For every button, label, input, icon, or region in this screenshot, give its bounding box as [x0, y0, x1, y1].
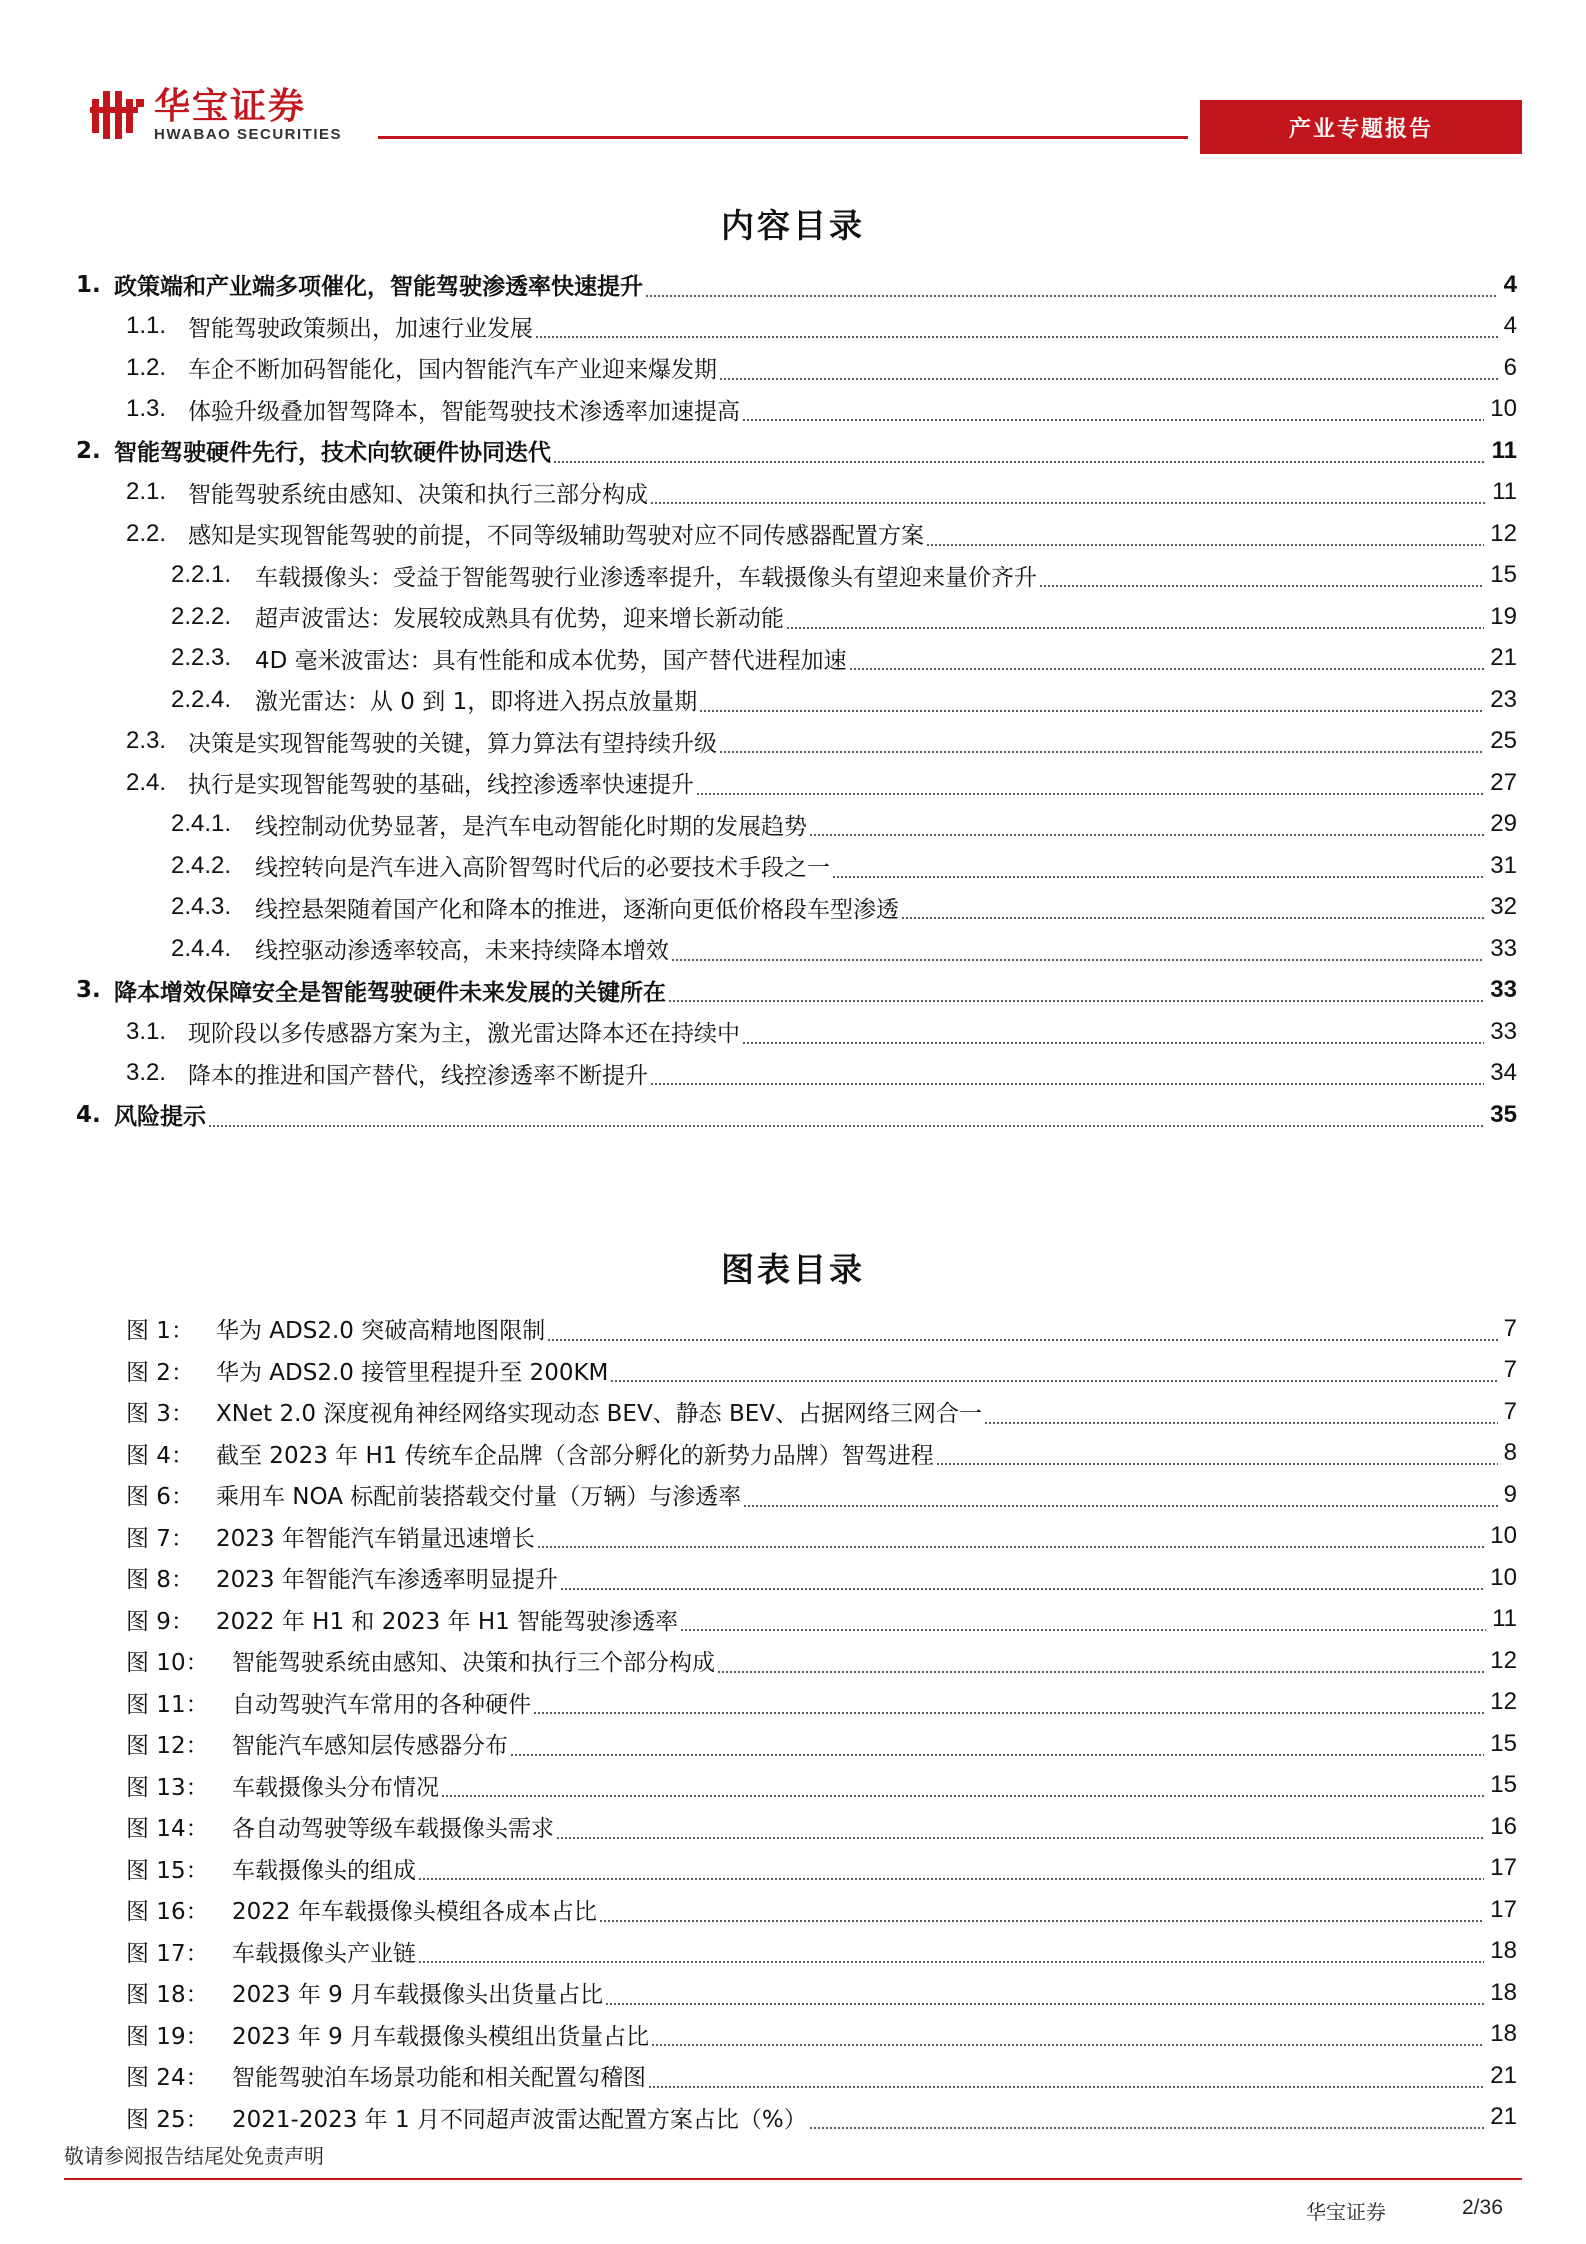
page-ref: 15: [1490, 1771, 1517, 1799]
company-logo: [88, 80, 342, 150]
figure-number: 图 12：: [126, 1733, 209, 1760]
dot-leader: [556, 1837, 1484, 1839]
figure-entry[interactable]: [76, 1474, 1517, 1516]
dot-leader: [668, 1000, 1484, 1002]
dot-leader: [742, 419, 1484, 421]
page-ref: 11: [1491, 436, 1517, 464]
section-title: 线控驱动渗透率较高，未来持续降本增效: [255, 938, 669, 965]
dot-leader: [719, 751, 1484, 753]
dot-leader: [650, 1083, 1484, 1085]
figure-caption: 2022 年车载摄像头模组各成本占比: [232, 1899, 597, 1926]
header-divider: [378, 136, 1188, 139]
section-number: 2.3.: [126, 727, 167, 755]
page-ref: 18: [1490, 1978, 1517, 2006]
dot-leader: [671, 959, 1484, 961]
dot-leader: [651, 2044, 1484, 2046]
page-ref: 10: [1490, 1522, 1517, 1550]
section-number: 1.2.: [126, 353, 167, 381]
dot-leader: [743, 1505, 1497, 1507]
dot-leader: [717, 1671, 1484, 1673]
figure-caption: 乘用车 NOA 标配前装搭载交付量（万辆）与渗透率: [216, 1484, 742, 1511]
figures-title: 图表目录: [721, 1250, 865, 1289]
toc-entry[interactable]: [76, 970, 1517, 1012]
figures-list: [76, 1308, 1517, 2138]
figure-caption: 自动驾驶汽车常用的各种硬件: [232, 1691, 531, 1718]
figure-number: 图 6：: [126, 1484, 194, 1511]
section-number: 3.2.: [126, 1059, 167, 1087]
figure-entry[interactable]: [76, 1931, 1517, 1973]
figure-number: 图 25：: [126, 2106, 209, 2133]
page-ref: 32: [1490, 893, 1517, 921]
section-number: 2.2.3.: [171, 644, 232, 672]
section-number: 3.: [76, 977, 101, 1004]
figure-number: 图 8：: [126, 1567, 194, 1594]
toc-entry[interactable]: [76, 306, 1517, 348]
toc-entry[interactable]: [76, 472, 1517, 514]
section-number: 2.4.3.: [171, 893, 232, 921]
page-ref: 33: [1490, 934, 1517, 962]
toc-entry[interactable]: [76, 513, 1517, 555]
figure-number: 图 13：: [126, 1774, 209, 1801]
section-number: 2.2.1.: [171, 561, 232, 589]
dot-leader: [510, 1754, 1484, 1756]
page-ref: 12: [1490, 519, 1517, 547]
figure-number: 图 18：: [126, 1982, 209, 2009]
figure-caption: 2021-2023 年 1 月不同超声波雷达配置方案占比（%）: [232, 2106, 807, 2133]
dot-leader: [418, 1961, 1484, 1963]
figure-entry[interactable]: [76, 1308, 1517, 1350]
dot-leader: [680, 1629, 1486, 1631]
section-title: 4D 毫米波雷达：具有性能和成本优势，国产替代进程加速: [255, 647, 847, 674]
section-number: 2.4.4.: [171, 934, 232, 962]
figure-number: 图 14：: [126, 1816, 209, 1843]
section-title: 线控制动优势显著，是汽车电动智能化时期的发展趋势: [255, 813, 807, 840]
dot-leader: [537, 1546, 1484, 1548]
page-ref: 12: [1490, 1646, 1517, 1674]
figure-number: 图 19：: [126, 2023, 209, 2050]
dot-leader: [786, 627, 1484, 629]
page-ref: 21: [1490, 2061, 1517, 2089]
dot-leader: [441, 1795, 1484, 1797]
section-title: 智能驾驶政策频出，加速行业发展: [188, 315, 533, 342]
figure-entry[interactable]: [76, 1972, 1517, 2014]
figure-entry[interactable]: [76, 1350, 1517, 1392]
dot-leader: [605, 2003, 1484, 2005]
page-ref: 18: [1490, 2020, 1517, 2048]
page-ref: 15: [1490, 1729, 1517, 1757]
page-ref: 4: [1503, 312, 1517, 340]
dot-leader: [926, 544, 1484, 546]
footer-brand: 华宝证券: [1306, 2200, 1386, 2224]
figure-number: 图 24：: [126, 2065, 209, 2092]
section-title: 智能驾驶硬件先行，技术向软硬件协同迭代: [114, 440, 551, 467]
page-ref: 8: [1503, 1439, 1517, 1467]
section-number: 2.4.2.: [171, 851, 232, 879]
toc-entry[interactable]: [76, 555, 1517, 597]
page-ref: 9: [1503, 1480, 1517, 1508]
section-title: 智能驾驶系统由感知、决策和执行三部分构成: [188, 481, 648, 508]
page-ref: 7: [1503, 1356, 1517, 1384]
dot-leader: [648, 2086, 1484, 2088]
section-title: 体验升级叠加智驾降本，智能驾驶技术渗透率加速提高: [188, 398, 740, 425]
section-number: 1.1.: [126, 312, 167, 340]
figure-entry[interactable]: [76, 1391, 1517, 1433]
dot-leader: [1039, 585, 1484, 587]
figure-caption: 车载摄像头的组成: [232, 1857, 416, 1884]
page-ref: 15: [1490, 561, 1517, 589]
figure-caption: 各自动驾驶等级车载摄像头需求: [232, 1816, 554, 1843]
section-title: 降本的推进和国产替代，线控渗透率不断提升: [188, 1062, 648, 1089]
dot-leader: [699, 710, 1484, 712]
section-title: 感知是实现智能驾驶的前提，不同等级辅助驾驶对应不同传感器配置方案: [188, 523, 924, 550]
section-title: 超声波雷达：发展较成熟具有优势，迎来增长新动能: [255, 606, 784, 633]
page-ref: 21: [1490, 2103, 1517, 2131]
figure-caption: 2023 年 9 月车载摄像头出货量占比: [232, 1982, 604, 2009]
figure-entry[interactable]: [76, 1765, 1517, 1807]
dot-leader: [560, 1588, 1484, 1590]
page-ref: 19: [1490, 602, 1517, 630]
toc-entry[interactable]: [76, 887, 1517, 929]
dot-leader: [696, 793, 1484, 795]
figure-caption: 华为 ADS2.0 接管里程提升至 200KM: [216, 1359, 609, 1386]
report-type-badge: 产业专题报告: [1200, 100, 1522, 154]
figure-entry[interactable]: [76, 1433, 1517, 1475]
section-number: 2.2.: [126, 519, 167, 547]
toc-entry[interactable]: [76, 1053, 1517, 1095]
figure-number: 图 3：: [126, 1401, 194, 1428]
figure-entry[interactable]: [76, 2014, 1517, 2056]
section-title: 决策是实现智能驾驶的关键，算力算法有望持续升级: [188, 730, 717, 757]
toc-entry[interactable]: [76, 638, 1517, 680]
toc-entry[interactable]: [76, 679, 1517, 721]
section-number: 2.2.4.: [171, 685, 232, 713]
figure-number: 图 16：: [126, 1899, 209, 1926]
dot-leader: [610, 1380, 1497, 1382]
page-ref: 17: [1490, 1854, 1517, 1882]
page-ref: 10: [1490, 1563, 1517, 1591]
figure-number: 图 10：: [126, 1650, 209, 1677]
dot-leader: [936, 1463, 1498, 1465]
page-ref: 17: [1490, 1895, 1517, 1923]
figure-number: 图 15：: [126, 1857, 209, 1884]
figure-number: 图 1：: [126, 1318, 194, 1345]
section-title: 车企不断加码智能化，国内智能汽车产业迎来爆发期: [188, 357, 717, 384]
section-title: 执行是实现智能驾驶的基础，线控渗透率快速提升: [188, 772, 694, 799]
logo-english-name: HWABAO SECURITIES: [154, 126, 343, 143]
dot-leader: [533, 1712, 1484, 1714]
dot-leader: [418, 1878, 1484, 1880]
figure-entry[interactable]: [76, 1640, 1517, 1682]
figure-caption: 车载摄像头产业链: [232, 1940, 416, 1967]
page-ref: 12: [1490, 1688, 1517, 1716]
dot-leader: [809, 2127, 1485, 2129]
section-number: 1.: [76, 271, 101, 298]
page-ref: 7: [1503, 1397, 1517, 1425]
page-ref: 35: [1490, 1100, 1517, 1128]
page-ref: 29: [1490, 810, 1517, 838]
figure-caption: 截至 2023 年 H1 传统车企品牌（含部分孵化的新势力品牌）智驾进程: [216, 1442, 934, 1469]
section-number: 2.1.: [126, 478, 167, 506]
figure-number: 图 11：: [126, 1691, 209, 1718]
hwabao-logo-icon: [88, 85, 148, 145]
page-ref: 7: [1503, 1314, 1517, 1342]
dot-leader: [547, 1339, 1497, 1341]
dot-leader: [599, 1920, 1484, 1922]
page-ref: 33: [1490, 976, 1517, 1004]
section-title: 线控悬架随着国产化和降本的推进，逐渐向更低价格段车型渗透: [255, 896, 899, 923]
toc-entry[interactable]: [76, 430, 1517, 472]
figure-entry[interactable]: [76, 1682, 1517, 1724]
page-ref: 27: [1490, 768, 1517, 796]
page-ref: 10: [1490, 395, 1517, 423]
toc-entry[interactable]: [76, 762, 1517, 804]
section-title: 线控转向是汽车进入高阶智驾时代后的必要技术手段之一: [255, 855, 830, 882]
figure-entry[interactable]: [76, 1848, 1517, 1890]
toc-entry[interactable]: [76, 347, 1517, 389]
dot-leader: [208, 1125, 1484, 1127]
toc-entry[interactable]: [76, 389, 1517, 431]
page-ref: 34: [1490, 1059, 1517, 1087]
figure-number: 图 17：: [126, 1940, 209, 1967]
figure-entry[interactable]: [76, 1889, 1517, 1931]
section-title: 车载摄像头：受益于智能驾驶行业渗透率提升，车载摄像头有望迎来量价齐升: [255, 564, 1037, 591]
figure-caption: 2023 年 9 月车载摄像头模组出货量占比: [232, 2023, 650, 2050]
figure-number: 图 7：: [126, 1525, 194, 1552]
dot-leader: [719, 378, 1498, 380]
section-number: 2.4.: [126, 768, 167, 796]
section-title: 现阶段以多传感器方案为主，激光雷达降本还在持续中: [188, 1021, 740, 1048]
page-ref: 11: [1492, 478, 1517, 506]
section-number: 2.4.1.: [171, 810, 232, 838]
figure-entry[interactable]: [76, 2055, 1517, 2097]
figure-entry[interactable]: [76, 1806, 1517, 1848]
section-number: 1.3.: [126, 395, 167, 423]
contents-title: 内容目录: [721, 206, 865, 245]
toc-entry[interactable]: [76, 804, 1517, 846]
section-title: 激光雷达：从 0 到 1，即将进入拐点放量期: [255, 689, 698, 716]
dot-leader: [849, 668, 1485, 670]
toc-entry[interactable]: [76, 721, 1517, 763]
figure-entry[interactable]: [76, 1516, 1517, 1558]
section-title: 政策端和产业端多项催化，智能驾驶渗透率快速提升: [114, 274, 643, 301]
toc-entry[interactable]: [76, 264, 1517, 306]
dot-leader: [650, 502, 1486, 504]
figure-entry[interactable]: [76, 1557, 1517, 1599]
dot-leader: [645, 295, 1498, 297]
page-number: 2/36: [1462, 2196, 1503, 2219]
page-ref: 23: [1490, 685, 1517, 713]
section-title: 降本增效保障安全是智能驾驶硬件未来发展的关键所在: [114, 979, 666, 1006]
figure-caption: 2023 年智能汽车销量迅速增长: [216, 1525, 535, 1552]
logo-chinese-name: 华宝证券: [154, 86, 307, 127]
section-title: 风险提示: [114, 1104, 206, 1131]
figure-number: 图 4：: [126, 1442, 194, 1469]
figure-entry[interactable]: [76, 2097, 1517, 2139]
toc-entry[interactable]: [76, 1094, 1517, 1136]
figure-caption: 2023 年智能汽车渗透率明显提升: [216, 1567, 558, 1594]
page-ref: 6: [1503, 353, 1517, 381]
dot-leader: [742, 1042, 1484, 1044]
figure-caption: 智能驾驶系统由感知、决策和执行三个部分构成: [232, 1650, 715, 1677]
figure-caption: 智能汽车感知层传感器分布: [232, 1733, 508, 1760]
dot-leader: [553, 461, 1486, 463]
section-number: 4.: [76, 1101, 101, 1128]
page-header: [0, 0, 1586, 160]
figure-caption: XNet 2.0 深度视角神经网络实现动态 BEV、静态 BEV、占据网络三网合一: [216, 1401, 983, 1428]
dot-leader: [832, 876, 1484, 878]
dot-leader: [535, 336, 1498, 338]
section-number: 2.2.2.: [171, 602, 232, 630]
figure-caption: 智能驾驶泊车场景功能和相关配置勾稽图: [232, 2065, 646, 2092]
page-ref: 4: [1503, 270, 1517, 298]
footer-disclaimer: 敬请参阅报告结尾处免责声明: [64, 2144, 324, 2168]
page-ref: 25: [1490, 727, 1517, 755]
toc-entry[interactable]: [76, 1011, 1517, 1053]
contents-list: [76, 264, 1517, 1136]
figure-caption: 2022 年 H1 和 2023 年 H1 智能驾驶渗透率: [216, 1608, 679, 1635]
page-ref: 21: [1490, 644, 1517, 672]
figure-entry[interactable]: [76, 1599, 1517, 1641]
footer-divider: [64, 2178, 1522, 2180]
page-ref: 18: [1490, 1937, 1517, 1965]
section-number: 2.: [76, 437, 101, 464]
figure-caption: 车载摄像头分布情况: [232, 1774, 439, 1801]
figure-caption: 华为 ADS2.0 突破高精地图限制: [216, 1318, 546, 1345]
figure-entry[interactable]: [76, 1723, 1517, 1765]
figure-number: 图 9：: [126, 1608, 194, 1635]
section-number: 3.1.: [126, 1017, 167, 1045]
page-ref: 31: [1490, 851, 1517, 879]
page-ref: 33: [1490, 1017, 1517, 1045]
toc-entry[interactable]: [76, 845, 1517, 887]
dot-leader: [809, 834, 1484, 836]
page-ref: 11: [1492, 1605, 1517, 1633]
dot-leader: [984, 1422, 1498, 1424]
toc-entry[interactable]: [76, 928, 1517, 970]
figure-number: 图 2：: [126, 1359, 194, 1386]
page-ref: 16: [1490, 1812, 1517, 1840]
dot-leader: [901, 917, 1484, 919]
toc-entry[interactable]: [76, 596, 1517, 638]
